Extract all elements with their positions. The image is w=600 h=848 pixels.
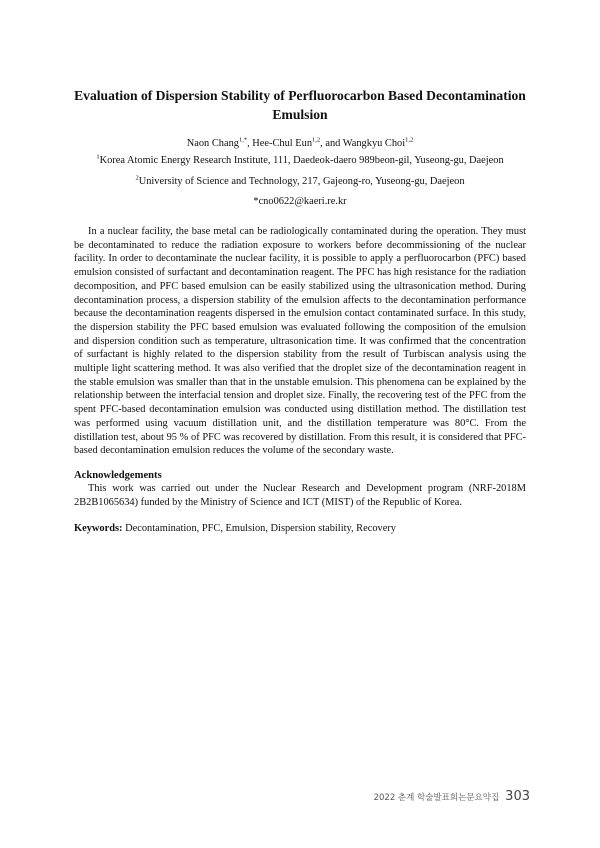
author-affiliation-mark: 1,2 (405, 136, 414, 144)
affiliation-mark: 2 (135, 174, 139, 182)
keywords-label: Keywords: (74, 523, 123, 534)
author-list (50, 137, 550, 151)
affiliation-1 (50, 154, 550, 168)
keywords-line (74, 522, 526, 536)
author-affiliation-mark: 1,2 (312, 136, 321, 144)
author-name: Naon Chang (186, 138, 239, 149)
affiliation-mark: 1 (96, 153, 100, 161)
paper-title: Evaluation of Dispersion Stability of Perfluorocarbon Based Decontamination Emulsion (74, 88, 526, 122)
corresponding-email: *cno0622@kaeri.re.kr (253, 196, 347, 207)
acknowledgements-body: This work was carried out under the Nuclear Research and Development program (NRF-2018M 2B2B1065634) funded by the Ministry of Science and ICT (MIST) of the Republic of Korea. (74, 483, 526, 508)
author-name: Hee-Chul Eun (252, 138, 313, 149)
author-affiliation-mark: 1,* (238, 136, 248, 144)
page-footer (374, 789, 530, 804)
abstract-body: In a nuclear facility, the base metal can be radiologically contaminated during the operation. They must be decontaminated to reduce the radiation exposure to workers before decommissioning of the nuclear facility. In order to decontaminate the nuclear facility, it is possible to apply a perfluorocarbon (PFC) based emulsion consisted of surfactant and decontamination reagent. The PFC has high resistance for the radiation decomposition, and PFC based emulsion can be easily stabilized using the ultrasonication method. During decontamination process, a dispersion stability of the emulsion affects to the decontamination performance because the decontamination reagents dispersed in the emulsion contact contaminated surface. In this study, the dispersion stability the PFC based emulsion was evaluated following the composition of the emulsion and dispersion condition such as temperature, ultrasonication time. It was confirmed that the concentration of surfactant is highly related to the dispersion stability from the result of Turbiscan analysis using the multiple light scattering method. It was also verified that the droplet size of the decontamination reagent in the stable emulsion was smaller than that in the unstable emulsion. This phenomena can be explained by the relationship between the interfacial tension and droplet size. Finally, the recovering test of the PFC from the spent PFC-based decontamination emulsion was conducted using distillation method. The distillation test was performed using vacuum distillation unit, and the distillation temperature was 80°C. From the distillation test, about 95 % of PFC was recovered by distillation. From this result, it is considered that PFC-based decontamination emulsion reduces the volume of the secondary waste. (74, 226, 526, 457)
affiliation-2 (50, 175, 550, 189)
keywords-text: Decontamination, PFC, Emulsion, Dispersion stability, Recovery (125, 523, 396, 534)
author-name: Wangkyu Choi (342, 138, 406, 149)
affiliation-text: University of Science and Technology, 217, Gajeong-ro, Yuseong-gu, Daejeon (138, 176, 465, 187)
proceedings-title: 2022 춘계 학술발표회논문요약집 (373, 793, 500, 803)
acknowledgements-heading: Acknowledgements (74, 470, 162, 481)
author-separator: , (247, 138, 253, 149)
page-number: 303 (505, 789, 530, 804)
affiliation-text: Korea Atomic Energy Research Institute, 111, Daedeok-daero 989beon-gil, Yuseong-gu, Daejeon (99, 155, 504, 166)
author-separator: , and (320, 138, 343, 149)
